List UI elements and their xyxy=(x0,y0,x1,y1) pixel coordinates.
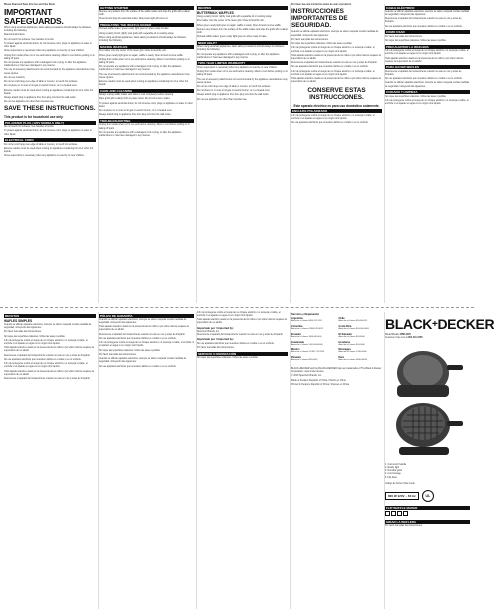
recipe-text: Pour batter onto the center of the lower grid. Close lid and flip unit. xyxy=(197,20,265,23)
customer-care-label: Customer Care Line xyxy=(385,337,406,340)
safeguard-item: Do not use outdoors. xyxy=(4,76,26,79)
cable-text: Cuando se utilizan aparatos eléctricos, siempre se deben respetar ciertas medidas de seguridad, incluyendo las siguientes: xyxy=(385,11,470,17)
service-directory xyxy=(291,317,382,362)
date-code-label: Código de fecha / Date Code xyxy=(385,482,415,485)
directory-city: Panamá xyxy=(291,356,301,360)
enchufe-text: No use aparatos eléctricos que muestren daños en el cable o en el enchufe. xyxy=(291,122,369,125)
brand-plus: + xyxy=(432,319,438,330)
directory-city: Colombia xyxy=(291,325,303,329)
salvaguarda-item: No toque las superficies calientes. Utilice las asas o perillas. xyxy=(291,43,353,46)
cable-heading: CABLE ELÉCTRICO xyxy=(385,6,470,10)
warranty-text: Do not place on or near a hot gas or electric burner, or in a heated oven. xyxy=(197,90,271,93)
directory-city: El Salvador xyxy=(338,332,353,336)
directory-city: Nicaragua xyxy=(338,348,351,352)
directory-city: Ecuador xyxy=(291,332,302,336)
directory-entry xyxy=(291,356,335,362)
household-only: This product is for household use only. xyxy=(4,115,64,120)
importer-mx-label: Importado por / Imported by: xyxy=(197,326,234,330)
garantia-text: Cuando se utilizan aparatos eléctricos, siempre se deben respetar ciertas medidas de seguridad, incluyendo las siguientes: xyxy=(99,319,187,325)
lid-top-shape xyxy=(403,355,443,387)
electrical-rating: 800 W 120V ~ 60 Hz xyxy=(385,492,419,500)
directory-city: Perú xyxy=(338,356,345,360)
made-in-notice: Made in People's Republic of China / Hecho en China xyxy=(291,379,346,382)
importer-company: Spectrum Brands, Inc. xyxy=(197,331,220,334)
safeguard-item: Unplug from outlet when not in use and before cleaning. Allow to cool before putting on or taking off parts. xyxy=(4,54,95,60)
instructions-column xyxy=(98,4,194,303)
cuidado-text: A fin de protegerse contra el riesgo de un choque eléctrico, no sumerja el cable, el enchufe ni el aparato en agua ni en ningún otro líquido. xyxy=(385,99,469,105)
open-handle-shape xyxy=(447,421,463,426)
garantia-text: Cuando se utilizan aparatos eléctricos, siempre se deben respetar ciertas medidas de seguridad, incluyendo las siguientes: xyxy=(99,358,187,364)
directory-entry xyxy=(291,348,335,354)
recipe-text: When green ready light goes on again, waffle is ready. Open lid and remove waffle. xyxy=(197,24,282,27)
receta-text: No toque las superficies calientes. Utilice las asas o perillas. xyxy=(4,335,66,338)
receta-text: A fin de protegerse contra el riesgo de un choque eléctrico, no sumerja el cable, el enchufe ni el aparato en agua ni en ningún otro líquido. xyxy=(4,339,88,346)
callout-cord-storage: 4. Cord storage xyxy=(385,473,401,476)
recetas-heading: RECETAS xyxy=(4,314,96,318)
garantia-text: A fin de protegerse contra el riesgo de un choque eléctrico, no sumerja el cable, el enchufe ni el aparato en agua ni en ningún otro líquido. xyxy=(99,342,194,348)
step-text: The use of accessory attachments not recommended by the appliance manufacturer may cause injuries. xyxy=(99,73,190,79)
safeguards-title: IMPORTANT SAFEGUARDS. xyxy=(4,7,64,26)
care-cleaning-heading: CARE AND CLEANING xyxy=(99,89,194,93)
spanish-safeguards-title: INSTRUCCIONES IMPORTANTES DE SEGURIDAD. xyxy=(291,8,348,29)
flip-step-icon xyxy=(391,511,396,516)
customer-care-phone: 1-800-231-9786 xyxy=(406,337,423,340)
safeguard-item: Do not touch hot surfaces. Use handles or knobs. xyxy=(4,38,55,41)
cord-text: Close supervision is necessary when any appliance is used by or near children. xyxy=(4,155,85,158)
garantia-text: Por favor lea todas las instrucciones. xyxy=(99,353,137,356)
polarized-text: To protect against electrical shock, do not immerse cord, plugs or appliance in water or other liquid. xyxy=(4,130,92,136)
spanish-warranty-column xyxy=(98,312,194,609)
directory-entry xyxy=(339,348,383,354)
manual-bottom-half xyxy=(0,307,494,613)
step-text: When using electrical appliances, basic safety precautions should always be followed, including the following: xyxy=(99,37,187,43)
model-label: Model/Modelo xyxy=(385,334,400,336)
importer-text: A fin de protegerse contra el riesgo de un choque eléctrico, no sumerja el cable, el enchufe ni el aparato en agua ni en ningún otro líquido. xyxy=(197,312,281,318)
copyright-notice: © 2016 Spectrum Brands, Inc. xyxy=(291,375,322,378)
directory-city: México xyxy=(291,348,300,352)
callout-handle: 1. Cool-touch handle xyxy=(385,464,407,467)
service-directory-column xyxy=(290,312,382,609)
salvaguarda-item: No use aparatos eléctricos que muestren daños en el cable o en el enchufe. xyxy=(291,66,369,69)
directory-address: Atención al cliente 800-600-111 xyxy=(338,320,368,323)
step-text: Unplug from outlet when not in use and before cleaning. Allow to cool before putting on or taking off parts. xyxy=(99,58,190,64)
directory-city: Chile xyxy=(338,317,345,321)
step-text: When green ready light goes on again, waffle is ready. Open lid and remove waffle. xyxy=(99,54,184,57)
flip-step-icon xyxy=(403,511,408,516)
directory-address: Atención al cliente 800-000-0000 xyxy=(338,328,369,331)
directory-entry xyxy=(339,341,383,347)
directory-city: Honduras xyxy=(338,340,351,344)
directory-address: Atención al cliente 800-0000 xyxy=(338,343,365,346)
enchufe-text: A fin de protegerse contra el riesgo de un choque eléctrico, no sumerja el cable, el enchufe ni el aparato en agua ni en ningún otro líquido. xyxy=(291,114,375,120)
safeguard-item: Extreme caution must be used when moving an appliance containing hot oil or other hot liquids. xyxy=(4,89,94,95)
safeguard-item: Do not place on or near a hot gas or electric burner, or in a heated oven. xyxy=(4,85,78,88)
flip-guide-heading-es: GIRAR LA WAFLERA xyxy=(385,520,470,524)
importer-ar-label: Importado por / Imported by: xyxy=(197,338,234,342)
recipe-text: Remove any stickers from the surface of the waffle maker and wipe the grids with a damp cloth. xyxy=(197,28,288,34)
making-waffles-heading: MAKING WAFFLES xyxy=(99,45,194,49)
flip-guide-row xyxy=(385,511,470,518)
buttermilk-heading: BUTTERMILK WAFFLES xyxy=(197,11,234,15)
step-text: Remove any stickers from the surface of the waffle maker and wipe the grids with a damp cloth. xyxy=(99,11,190,17)
warranty-text: Close supervision is necessary when any appliance is used by or near children. xyxy=(197,66,278,69)
salvaguarda-item: A fin de protegerse contra el riesgo de un choque eléctrico, no sumerja el cable, el enchufe ni el aparato en agua ni en ningún otro líquido. xyxy=(291,47,375,53)
flip-step-icon xyxy=(385,511,390,516)
callout-flip-base: 5. Flip base xyxy=(385,476,397,479)
precalentar-text: A fin de protegerse contra el riesgo de un choque eléctrico, no sumerja el cable, el enchufe ni el aparato en agua ni en ningún otro líquido. xyxy=(385,50,469,56)
callout-grids: 3. Nonstick grids xyxy=(385,470,402,473)
directory-entry xyxy=(339,317,383,323)
hacer-wafles-heading: PARA HACER WAFLES xyxy=(385,65,470,69)
hacer-text: No use aparatos eléctricos que muestren daños en el cable o en el enchufe. xyxy=(385,78,463,81)
safeguards-column xyxy=(4,4,96,303)
safeguards-list xyxy=(4,27,96,104)
cord-text: Do not let cord hang over edge of table or counter, or touch hot surfaces. xyxy=(4,143,78,146)
preheating-heading: PREHEATING THE WAFFLE MAKER xyxy=(99,23,194,27)
waffle-maker-illustration xyxy=(385,343,470,461)
spanish-safeguards-column xyxy=(290,4,382,303)
printed-in-notice: Printed in People's Republic of China / Impreso en China xyxy=(291,384,349,387)
uso-text: No toque las superficies calientes. Utilice las asas o perillas. xyxy=(385,40,447,43)
garantia-text: No use aparatos eléctricos que muestren daños en el cable o en el enchufe. xyxy=(99,365,177,368)
brand-word-1: BLACK xyxy=(385,316,432,332)
directory-address: Atención al cliente 1-800-0000 xyxy=(338,351,367,354)
warranty-text: Unplug from outlet when not in use and before cleaning. Allow to cool before putting on or taking off parts. xyxy=(197,71,288,77)
warranty-text: Do not let cord hang over edge of table or counter, or touch hot surfaces. xyxy=(197,85,271,88)
care-text: Always unplug waffle maker and allow to cool completely before cleaning. xyxy=(99,94,174,97)
receta-text: Desconecte el aparato del tomacorriente cuando no esté en uso y antes de limpiarlo. xyxy=(4,378,91,380)
trouble-text: Do not operate any appliance with a damaged cord or plug, or after the appliance malfunctions or has been damaged in any manner. xyxy=(99,131,182,137)
garantia-heading: PÓLIZA DE GARANTÍA xyxy=(99,314,194,318)
hacer-text: Cuando se utilizan aparatos eléctricos, siempre se deben respetar ciertas medidas de seguridad, incluyendo las siguientes: xyxy=(385,82,470,88)
directory-city: Costa Rica xyxy=(338,325,352,329)
callout-ready-light: 2. Ready light xyxy=(385,467,400,470)
uso-text: Por favor lea todas las instrucciones. xyxy=(385,35,423,38)
garantia-text: Todo aparato eléctrico usado en la presencia de los niños o por ellos mismos requiere la supervisión de un adulto. xyxy=(99,326,189,332)
cable-text: Desconecte el aparato del tomacorriente cuando no esté en uso y antes de limpiarlo. xyxy=(385,18,462,24)
getting-started-heading: GETTING STARTED xyxy=(99,6,194,10)
recipes-heading: RECIPES xyxy=(197,6,288,10)
importer-text: Todo aparato eléctrico usado en la presencia de los niños o por ellos mismos requiere la supervisión de un adulto. xyxy=(197,319,287,325)
warranty-text: Do not use appliance for other than intended use. xyxy=(197,98,248,101)
directory-entry xyxy=(291,325,335,331)
recipes-warranty-column xyxy=(196,4,288,303)
safeguard-item: Read all instructions. xyxy=(4,34,26,37)
directory-entry xyxy=(291,317,335,323)
waffle-maker-image xyxy=(385,343,471,461)
spanish-instructions-column xyxy=(384,4,470,303)
directory-entry xyxy=(291,341,335,347)
care-text: To protect against electrical shock, do not immerse cord, plugs or appliance in water or other liquid. xyxy=(99,102,193,108)
warranty-text: Always attach plug to appliance first, then plug cord into the wall outlet. xyxy=(197,94,270,97)
wafles-simples-heading: WAFLES SIMPLES xyxy=(4,319,33,323)
spanish-read-note: Por favor lea este instructivo antes de usar el producto xyxy=(291,4,352,6)
importer-column xyxy=(196,312,288,609)
cable-text: No use aparatos eléctricos que muestren daños en el cable o en el enchufe. xyxy=(385,25,463,28)
directory-entry xyxy=(291,333,335,339)
help-text: When using electrical appliances, basic safety precautions should always be followed, including the following: xyxy=(197,46,285,52)
safeguard-item: To protect against electrical shock, do not immerse cord, plugs or appliance in water or other liquid. xyxy=(4,43,92,49)
cover-panel xyxy=(384,312,494,609)
need-help-heading: NEED HELP? xyxy=(197,41,288,45)
base-shape xyxy=(397,385,449,397)
step-text: Close lid and plug into electrical outlet. Red power light will come on. xyxy=(99,18,169,21)
polarized-text: Do not touch hot surfaces. Use handles or knobs. xyxy=(4,126,55,129)
cord-text: Extreme caution must be used when moving an appliance containing hot oil or other hot liquids. xyxy=(4,147,94,154)
trademark-notice: BLACK+DECKER and the BLACK+DECKER logo are trademarks of The Black & Decker Corporation, used under license. xyxy=(291,368,382,374)
receta-text: No use aparatos eléctricos que muestren daños en el cable o en el enchufe. xyxy=(4,358,82,361)
salvaguarda-item: Todo aparato eléctrico usado en la presencia de los niños o por ellos mismos requiere la supervisión de un adulto. xyxy=(291,54,381,60)
model-number: WM1404S xyxy=(400,334,411,336)
directory-address: Atención al cliente 800-6000 xyxy=(338,335,365,338)
directory-address: Atención al cliente 0800-00000 xyxy=(338,359,368,362)
safeguard-item: The use of accessory attachments not recommended by the appliance manufacturer may cause injuries. xyxy=(4,69,95,75)
garantia-text: No toque las superficies calientes. Utilice las asas o perillas. xyxy=(99,349,161,352)
electrical-cord-heading: ELECTRICAL CORD xyxy=(4,138,96,142)
step-text: Do not operate any appliance with a damaged cord or plug, or after the appliance malfunctions or has been damaged in any manner. xyxy=(99,66,182,72)
rating-row xyxy=(385,490,470,502)
receta-text: Por favor lea todas las instrucciones. xyxy=(4,331,42,334)
directory-address: Atención al cliente 1800-000-000 xyxy=(291,335,322,338)
safeguard-item: Always attach plug to appliance first, then plug cord into the wall outlet. xyxy=(4,97,77,100)
receta-text: A fin de protegerse contra el riesgo de un choque eléctrico, no sumerja el cable, el enchufe ni el aparato en agua ni en ningún otro líquido. xyxy=(4,363,88,369)
salvaguarda-item: Todo aparato eléctrico usado en la presencia de los niños o por ellos mismos requiere la supervisión de un adulto. xyxy=(291,78,381,84)
open-stand-shape xyxy=(399,447,449,455)
precalentar-text: Todo aparato eléctrico usado en la presencia de los niños o por ellos mismos requiere la supervisión de un adulto. xyxy=(385,57,464,63)
ul-badge-icon: UL xyxy=(422,490,434,502)
step-text: Pour batter onto the center of the lower grid. Close lid and flip unit. xyxy=(99,50,167,53)
care-text: Do not place on or near a hot gas or electric burner, or in a heated oven. xyxy=(99,110,173,113)
importer-address: Desconecte el aparato del tomacorriente cuando no esté en uso y antes de limpiarlo. xyxy=(197,334,284,337)
receta-text: Todo aparato eléctrico usado en la presencia de los niños o por ellos mismos requiere la supervisión de un adulto. xyxy=(4,347,94,353)
flip-guide-text: Por favor lea todas las instrucciones. xyxy=(385,525,423,528)
directory-address: Atención al cliente 01 800 714 2503 xyxy=(291,351,325,354)
importer-address: Por favor lea todas las instrucciones. xyxy=(197,347,235,349)
directory-address: Atención al cliente 018000 510012 xyxy=(291,328,323,331)
salvaguarda-item: Por favor lea todas las instrucciones. xyxy=(291,38,329,41)
step-text: Extreme caution must be used when moving an appliance containing hot oil or other hot liquids. xyxy=(99,80,189,86)
safeguard-item: Close supervision is necessary when any appliance is used by or near children. xyxy=(4,50,85,53)
directory-entry xyxy=(339,333,383,339)
receta-text: Cuando se utilizan aparatos eléctricos, siempre se deben respetar ciertas medidas de seguridad, incluyendo las siguientes: xyxy=(4,324,92,330)
directory-entry xyxy=(339,356,383,362)
flip-step-icon xyxy=(397,511,402,516)
safeguard-item: When using electrical appliances, basic safety precautions should always be followed, including the following: xyxy=(4,27,92,33)
safeguard-item: Do not operate any appliance with a damaged cord or plug, or after the appliance malfunctions or has been damaged in any manner. xyxy=(4,62,87,68)
salvaguarda-item: Cuando se utilizan aparatos eléctricos, siempre se deben respetar ciertas medidas de seguridad, incluyendo las siguientes: xyxy=(291,31,379,37)
directory-address: Atención al cliente 800-0000 xyxy=(291,359,318,362)
salvaguarda-item: A fin de protegerse contra el riesgo de un choque eléctrico, no sumerja el cable, el enchufe ni el aparato en agua ni en ningún otro líquido. xyxy=(291,70,375,76)
salvaguarda-item: Desconecte el aparato del tomacorriente cuando no esté en uso y antes de limpiarlo. xyxy=(291,62,378,65)
safeguard-item: Do not use appliance for other than intended use. xyxy=(4,101,55,104)
spanish-recipes-column xyxy=(4,312,96,609)
garantia-text: Desconecte el aparato del tomacorriente cuando no esté en uso y antes de limpiarlo. xyxy=(99,333,186,336)
care-text: Always attach plug to appliance first, then plug cord into the wall outlet. xyxy=(99,114,172,117)
hacer-text: Desconecte el aparato del tomacorriente cuando no esté en uso y antes de limpiarlo. xyxy=(385,70,462,76)
troubleshooting-heading: TROUBLESHOOTING xyxy=(99,119,194,123)
spanish-save-title: CONSERVE ESTAS INSTRUCCIONES. xyxy=(307,87,366,102)
trouble-text: Unplug from outlet when not in use and before cleaning. Allow to cool before putting on or taking off parts. xyxy=(99,124,190,130)
step-text: Preheat waffle maker; green ready light goes on when ready to bake. xyxy=(99,28,170,31)
save-instructions-title: SAVE THESE INSTRUCTIONS. xyxy=(4,105,96,113)
read-note: Please Read and Save this Use and Care Book. xyxy=(4,4,56,6)
servicio-heading: SERVICIO O REPARACIÓN xyxy=(197,352,288,356)
recipe-text: Using a pastry brush, lightly coat grids with vegetable oil or cooking spray. xyxy=(197,16,273,18)
garantia-text: No use aparatos eléctricos que muestren daños en el cable o en el enchufe. xyxy=(99,338,177,341)
grid-shape xyxy=(401,406,445,440)
brand-word-2: DECKER xyxy=(437,316,494,332)
brand-logo xyxy=(385,316,494,332)
directory-entry xyxy=(339,325,383,331)
servicio-text: No toque las superficies calientes. Utilice las asas o perillas. xyxy=(197,357,259,360)
enchufe-heading: ENCHUFE POLARIZADO xyxy=(291,109,382,113)
safeguard-item: Do not let cord hang over edge of table or counter, or touch hot surfaces. xyxy=(4,81,78,84)
cuidado-heading: CUIDADO Y LIMPIEZA xyxy=(385,90,470,94)
manual-top-half xyxy=(0,0,474,307)
spanish-household-only: Este aparato eléctrico es para uso doméstico solamente. xyxy=(293,103,380,108)
receta-text: Desconecte el aparato del tomacorriente cuando no esté en uso y antes de limpiarlo. xyxy=(4,354,91,357)
flip-guide-heading: FLIP WAFFLE MAKER xyxy=(385,506,470,510)
directory-title: Servicio y Reparación xyxy=(291,313,320,316)
como-usar-heading: COMO USAR xyxy=(385,30,470,34)
directory-city: Argentina xyxy=(291,317,303,321)
cuidado-text: No toque las superficies calientes. Utilice las asas o perillas. xyxy=(385,95,447,98)
help-text: Do not operate any appliance with a damaged cord or plug, or after the appliance malfunctions or has been damaged in any manner. xyxy=(197,53,280,59)
precalentar-heading: PRECALENTAR LA WAFLERA xyxy=(385,45,470,49)
polarized-plug-heading: POLARIZED PLUG (120V MODELS ONLY) xyxy=(4,121,96,125)
directory-address: Atención al cliente 0800-111-1111 xyxy=(291,320,322,323)
recipe-text: Preheat waffle maker; green ready light goes on when ready to bake. xyxy=(197,36,268,39)
step-text: Using a pastry brush, lightly coat grids with vegetable oil or cooking spray. xyxy=(99,32,175,35)
care-text: Wipe grids with a damp cloth or paper towel. Do not immerse in water. xyxy=(99,98,171,101)
receta-text: Todo aparato eléctrico usado en la presencia de los niños o por ellos mismos requiere la supervisión de un adulto. xyxy=(4,370,94,376)
importer-address: No use aparatos eléctricos que muestren daños en el cable o en el enchufe. xyxy=(197,342,275,345)
directory-address: Atención al cliente 1-801-0000000 xyxy=(291,343,323,346)
warranty-heading: TWO-YEAR LIMITED WARRANTY xyxy=(197,61,288,65)
warranty-text: The use of accessory attachments not recommended by the appliance manufacturer may cause injuries. xyxy=(197,78,288,84)
directory-city: Guatemala xyxy=(291,340,304,344)
handle-shape xyxy=(447,365,463,370)
